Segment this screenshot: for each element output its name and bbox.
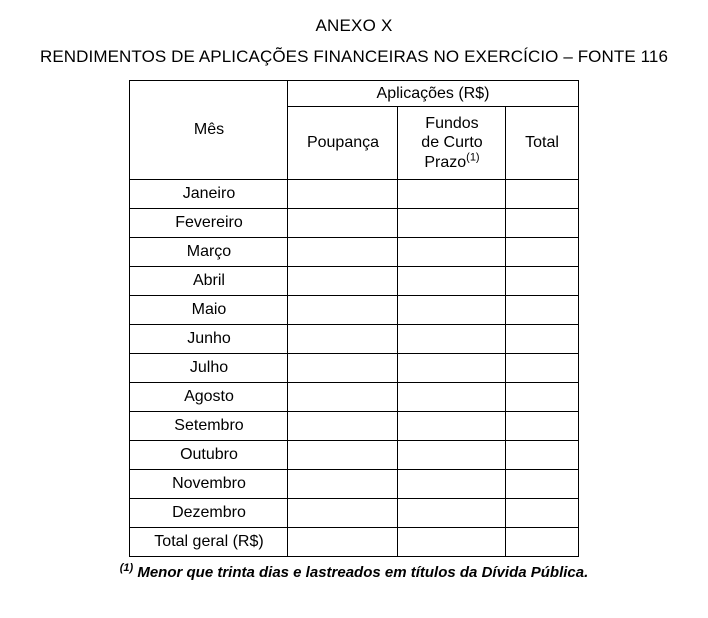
row-label: Agosto (130, 383, 288, 412)
cell-total[interactable] (506, 499, 578, 528)
table-header-row-group (130, 81, 578, 107)
cell-total[interactable] (506, 383, 578, 412)
cell-fundos[interactable] (398, 499, 506, 528)
cell-poupanca-total[interactable] (288, 528, 398, 557)
cell-poupanca[interactable] (288, 180, 398, 209)
header-cell-mes: Mês (130, 81, 288, 180)
table-row (130, 180, 578, 209)
cell-poupanca[interactable] (288, 354, 398, 383)
cell-poupanca[interactable] (288, 441, 398, 470)
cell-fundos[interactable] (398, 470, 506, 499)
table-container (0, 80, 708, 557)
footnote (0, 564, 708, 581)
cell-poupanca[interactable] (288, 267, 398, 296)
row-label-total: Total geral (R$) (130, 528, 288, 557)
table-row (130, 325, 578, 354)
header-fundos-line1: Fundos (425, 114, 479, 132)
row-label: Junho (130, 325, 288, 354)
cell-total[interactable] (506, 209, 578, 238)
table-row (130, 238, 578, 267)
table-row (130, 296, 578, 325)
cell-total[interactable] (506, 296, 578, 325)
cell-fundos[interactable] (398, 354, 506, 383)
cell-fundos[interactable] (398, 267, 506, 296)
footnote-text: Menor que trinta dias e lastreados em títulos da Dívida Pública. (133, 564, 589, 581)
row-label: Dezembro (130, 499, 288, 528)
rendimentos-table (129, 80, 578, 557)
header-cell-poupanca: Poupança (288, 107, 398, 180)
cell-fundos-total[interactable] (398, 528, 506, 557)
row-label: Janeiro (130, 180, 288, 209)
row-label: Novembro (130, 470, 288, 499)
row-label: Abril (130, 267, 288, 296)
table-row (130, 499, 578, 528)
cell-fundos[interactable] (398, 209, 506, 238)
header-cell-aplicacoes: Aplicações (R$) (288, 81, 578, 107)
document-page (0, 16, 708, 618)
row-label: Março (130, 238, 288, 267)
cell-total[interactable] (506, 354, 578, 383)
table-row (130, 383, 578, 412)
header-cell-fundos-curto-prazo (398, 107, 506, 180)
cell-fundos[interactable] (398, 412, 506, 441)
cell-poupanca[interactable] (288, 470, 398, 499)
cell-total-total[interactable] (506, 528, 578, 557)
table-row (130, 441, 578, 470)
header-fundos-line2: de Curto (421, 134, 483, 152)
table-row (130, 354, 578, 383)
table-row-total (130, 528, 578, 557)
cell-fundos[interactable] (398, 441, 506, 470)
header-cell-total: Total (506, 107, 578, 180)
cell-total[interactable] (506, 412, 578, 441)
cell-poupanca[interactable] (288, 499, 398, 528)
page-title: ANEXO X (315, 16, 393, 35)
cell-fundos[interactable] (398, 238, 506, 267)
cell-total[interactable] (506, 267, 578, 296)
cell-fundos[interactable] (398, 180, 506, 209)
cell-fundos[interactable] (398, 296, 506, 325)
row-label: Outubro (130, 441, 288, 470)
table-row (130, 412, 578, 441)
table-row (130, 209, 578, 238)
cell-total[interactable] (506, 470, 578, 499)
row-label: Julho (130, 354, 288, 383)
cell-poupanca[interactable] (288, 238, 398, 267)
cell-fundos[interactable] (398, 325, 506, 354)
cell-poupanca[interactable] (288, 383, 398, 412)
cell-total[interactable] (506, 441, 578, 470)
cell-poupanca[interactable] (288, 209, 398, 238)
row-label: Maio (130, 296, 288, 325)
footnote-marker: (1) (119, 562, 134, 574)
row-label: Setembro (130, 412, 288, 441)
cell-poupanca[interactable] (288, 412, 398, 441)
page-subtitle: RENDIMENTOS DE APLICAÇÕES FINANCEIRAS NO EXERCÍCIO – FONTE 116 (39, 47, 669, 66)
table-row (130, 267, 578, 296)
cell-total[interactable] (506, 325, 578, 354)
cell-total[interactable] (506, 180, 578, 209)
cell-fundos[interactable] (398, 383, 506, 412)
cell-total[interactable] (506, 238, 578, 267)
row-label: Fevereiro (130, 209, 288, 238)
table-row (130, 470, 578, 499)
header-fundos-footnote-marker: (1) (466, 151, 480, 164)
cell-poupanca[interactable] (288, 296, 398, 325)
header-fundos-line3: Prazo (424, 153, 467, 171)
cell-poupanca[interactable] (288, 325, 398, 354)
